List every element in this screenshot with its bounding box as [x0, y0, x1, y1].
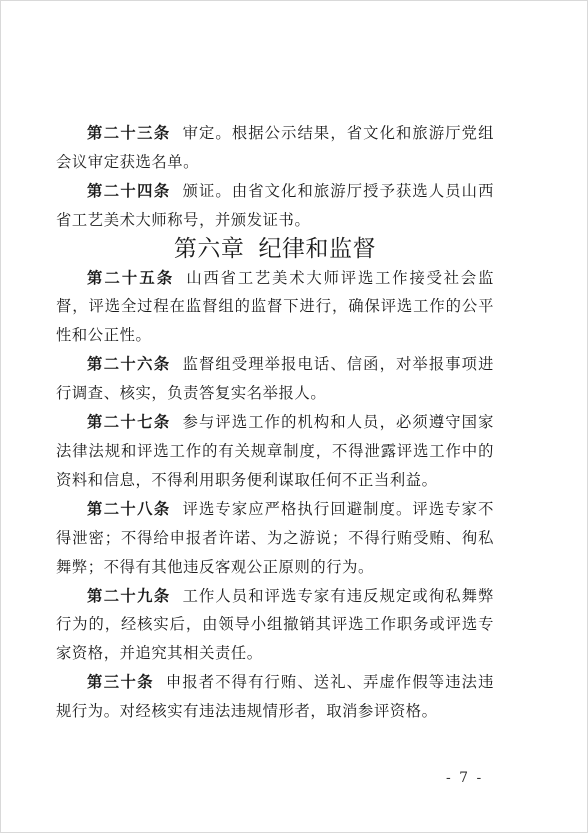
article-text: 参与评选工作的机构和人员，必须遵守国家法律法规和评选工作的有关规章制度，不得泄露评选工作中的资料和信息，不得利用职务便利谋取任何不正当利益。 [56, 413, 494, 489]
article-number: 第二十七条 [87, 413, 171, 432]
article-number: 第二十四条 [87, 181, 171, 200]
article-text: 申报者不得有行贿、送礼、弄虚作假等违法违规行为。对经核实有违法违规情形者，取消参评资格。 [56, 673, 494, 721]
article-text: 评选专家应严格执行回避制度。评选专家不得泄密；不得给申报者许诺、为之游说；不得行贿受贿、徇私舞弊；不得有其他违反客观公正原则的行为。 [56, 499, 494, 576]
article-number: 第二十六条 [87, 355, 171, 374]
article-30 [56, 668, 494, 726]
page-number: - 7 - [446, 770, 484, 786]
article-25 [56, 264, 494, 351]
document-body [56, 119, 494, 726]
article-28 [56, 495, 494, 582]
article-text: 审定。根据公示结果，省文化和旅游厅党组会议审定获选名单。 [56, 124, 494, 171]
article-text: 山西省工艺美术大师评选工作接受社会监督，评选全过程在监督组的监督下进行，确保评选工作的公平性和公正性。 [56, 268, 494, 345]
article-text: 监督组受理举报电话、信函，对举报事项进行调查、核实，负责答复实名举报人。 [56, 355, 494, 403]
chapter-heading [56, 235, 494, 264]
article-text: 工作人员和评选专家有违反规定或徇私舞弊行为的，经核实后，由领导小组撤销其评选工作职务或评选专家资格，并追究其相关责任。 [56, 586, 494, 663]
article-number: 第二十三条 [87, 124, 171, 142]
article-29 [56, 582, 494, 669]
article-number: 第二十五条 [87, 268, 175, 287]
article-24 [56, 177, 494, 235]
article-27 [56, 408, 494, 495]
article-text: 颁证。由省文化和旅游厅授予获选人员山西省工艺美术大师称号，并颁发证书。 [56, 181, 494, 229]
article-26 [56, 350, 494, 408]
chapter-title: 纪律和监督 [258, 235, 377, 262]
article-23 [56, 119, 494, 177]
article-number: 第二十八条 [87, 499, 171, 518]
article-number: 第二十九条 [87, 586, 171, 605]
chapter-number: 第六章 [173, 235, 245, 262]
article-number: 第三十条 [87, 673, 154, 692]
